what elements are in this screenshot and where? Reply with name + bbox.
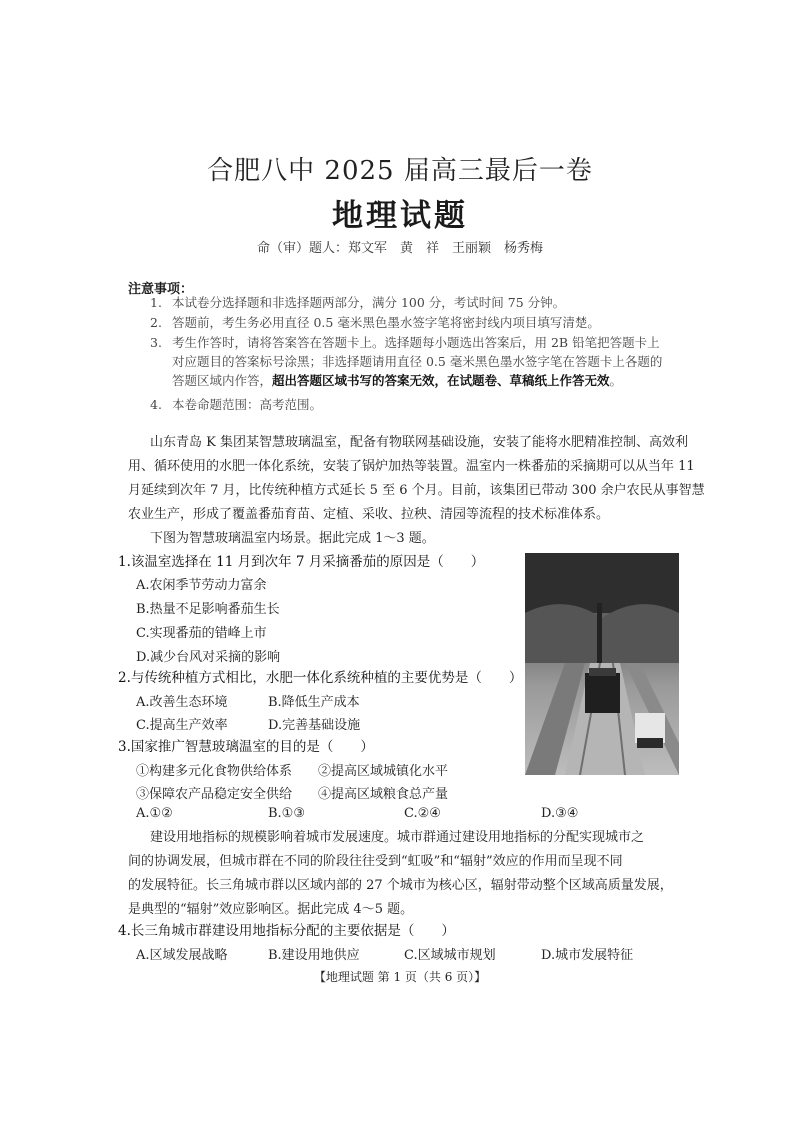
question-4-option-a: A.区域发展战略 <box>136 948 228 963</box>
question-4-option-d: D.城市发展特征 <box>541 948 634 963</box>
question-1-option-b: B.热量不足影响番茄生长 <box>136 602 280 617</box>
question-3-option-c: C.②④ <box>404 806 441 821</box>
note-3 <box>150 333 660 353</box>
passage1-line5: 下图为智慧玻璃温室内场景。据此完成 1～3 题。 <box>150 531 435 546</box>
passage1-line4: 农业生产，形成了覆盖番茄育苗、定植、采收、拉秧、清园等流程的技术标准体系。 <box>128 507 610 522</box>
note-3-line2: 对应题目的答案标号涂黑；非选择题请用直径 0.5 毫米黑色墨水签字笔在答题卡上各题的 <box>172 354 663 369</box>
question-1-option-d: D.减少台风对采摘的影响 <box>136 650 281 665</box>
question-3-option-a: A.①② <box>136 806 173 821</box>
note-number: 3. <box>150 335 162 350</box>
note-text: 本试卷分选择题和非选择题两部分，满分 100 分，考试时间 75 分钟。 <box>172 295 566 310</box>
question-1-option-a: A.农闲季节劳动力富余 <box>136 578 267 593</box>
question-1-option-c: C.实现番茄的错峰上市 <box>136 626 267 641</box>
passage1-line3: 月延续到次年 7 月，比传统种植方式延长 5 至 6 个月。目前，该集团已带动 300 余户农民从事智慧 <box>128 483 705 498</box>
exam-authors: 命（审）题人：郑文军 黄 祥 王丽颖 杨秀梅 <box>256 241 543 256</box>
question-3-stem: 3.国家推广智慧玻璃温室的目的是（ ） <box>118 739 374 755</box>
exam-subject-title: 地理试题 <box>332 198 468 234</box>
note-number: 2. <box>150 315 162 330</box>
passage2-line2: 间的协调发展，但城市群在不同的阶段往往受到“虹吸”和“辐射”效应的作用而呈现不同 <box>128 854 623 869</box>
note-3-line3 <box>172 371 622 391</box>
question-1-stem: 1.该温室选择在 11 月到次年 7 月采摘番茄的原因是（ ） <box>118 554 485 570</box>
note-text: 考生作答时，请将答案答在答题卡上。选择题每小题选出答案后，用 2B 铅笔把答题卡上 <box>172 335 660 350</box>
note-1 <box>150 293 565 313</box>
note-emphasis: 超出答题区域书写的答案无效，在试题卷、草稿纸上作答无效 <box>272 373 610 388</box>
page-footer: 【地理试题 第 1 页（共 6 页）】 <box>313 970 487 984</box>
question-3-statement-1: ①构建多元化食物供给体系 <box>136 764 293 779</box>
note-text: 。 <box>609 373 623 388</box>
passage1-line2: 用、循环使用的水肥一体化系统，安装了锅炉加热等装置。温室内一株番茄的采摘期可以从当年 11 <box>128 459 695 474</box>
note-2 <box>150 313 600 333</box>
note-number: 4. <box>150 397 162 412</box>
question-3-option-b: B.①③ <box>268 806 305 821</box>
note-number: 1. <box>150 295 162 310</box>
question-4-option-b: B.建设用地供应 <box>268 948 360 963</box>
note-text: 答题前，考生务必用直径 0.5 毫米黑色墨水签字笔将密封线内项目填写清楚。 <box>172 315 600 330</box>
question-2-stem: 2.与传统种植方式相比，水肥一体化系统种植的主要优势是（ ） <box>118 670 523 686</box>
note-text: 答题区域内作答， <box>172 373 273 388</box>
passage2-line1: 建设用地指标的规模影响着城市发展速度。城市群通过建设用地指标的分配实现城市之 <box>150 830 645 845</box>
question-4-stem: 4.长三角城市群建设用地指标分配的主要依据是（ ） <box>118 923 455 939</box>
note-4 <box>150 395 322 415</box>
greenhouse-photo-drawing <box>525 553 679 775</box>
question-3-option-d: D.③④ <box>541 806 579 821</box>
greenhouse-photo <box>525 553 679 775</box>
passage1-line1: 山东青岛 K 集团某智慧玻璃温室，配备有物联网基础设施，安装了能将水肥精准控制、高效利 <box>150 435 688 450</box>
question-3-statement-4: ④提高区域粮食总产量 <box>318 787 449 802</box>
passage2-line3: 的发展特征。长三角城市群以区域内部的 27 个城市为核心区，辐射带动整个区域高质量发展， <box>128 878 673 893</box>
question-3-statement-2: ②提高区域城镇化水平 <box>318 764 449 779</box>
question-2-option-a: A.改善生态环境 <box>136 695 228 710</box>
question-3-statement-3: ③保障农产品稳定安全供给 <box>136 787 293 802</box>
exam-school-title: 合肥八中 2025 届高三最后一卷 <box>207 156 593 186</box>
question-2-option-c: C.提高生产效率 <box>136 718 228 733</box>
passage2-line4: 是典型的“辐射”效应影响区。据此完成 4～5 题。 <box>128 902 414 917</box>
note-text: 本卷命题范围：高考范围。 <box>172 397 323 412</box>
question-2-option-b: B.降低生产成本 <box>268 695 360 710</box>
question-4-option-c: C.区域城市规划 <box>404 948 496 963</box>
notes-heading: 注意事项： <box>128 282 194 297</box>
question-2-option-d: D.完善基础设施 <box>268 718 361 733</box>
